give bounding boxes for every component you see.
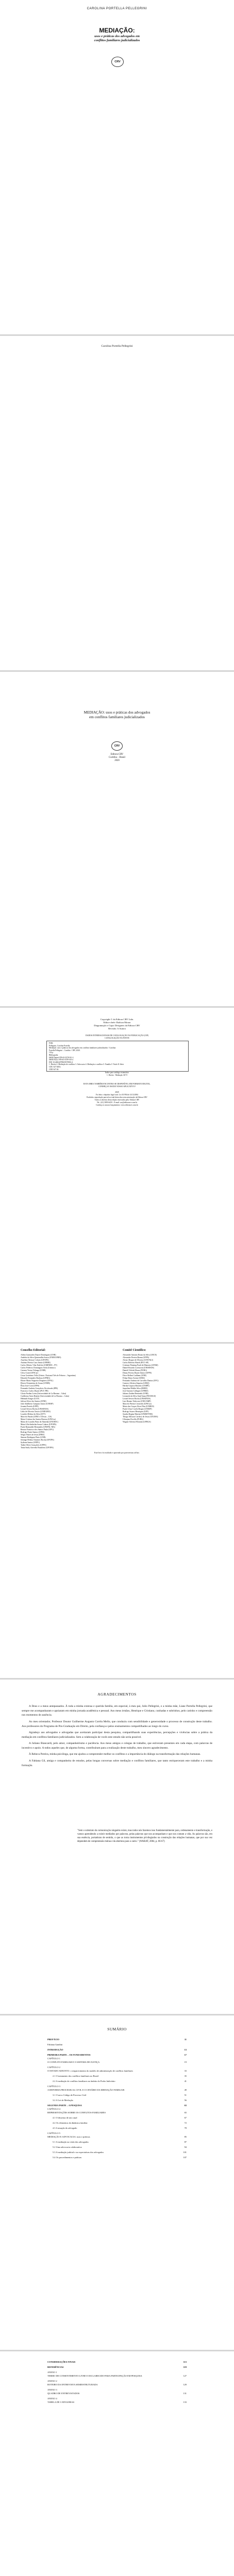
ack-heading: AGRADECIMENTOS	[97, 1692, 137, 1697]
crv-logo: CRV	[111, 57, 124, 67]
toc-entry-title: CAPÍTULO 4	[47, 2108, 61, 2110]
council-member: Rodrigo Pratte-Santos (UFES)	[21, 1431, 45, 1433]
council-member: Simone Rodrigues Pinto (UNB)	[21, 1436, 46, 1438]
toc-entry-title: ANEXO 4	[47, 2397, 57, 2400]
edition-year: 2020	[115, 1091, 119, 1093]
toc-entry-title: QUADRO DE ENTREVISTADOS	[47, 2392, 80, 2395]
toc-entry[interactable]	[53, 2094, 187, 2097]
title-page	[0, 672, 234, 1006]
toc-entry-title: CONSIDERAÇÕES FINAIS	[47, 2361, 76, 2363]
toc-entry-title: 4.1 O dissenso de um casal	[53, 2116, 77, 2119]
toc-entry-page: 41	[184, 2080, 187, 2082]
committee-member: Alexandre Antonio Bruno da Silva (UECE)	[123, 1354, 157, 1356]
committee-member: Felipe Dutra Asensi (UERJ)	[123, 1377, 145, 1379]
toc-entry[interactable]	[53, 2116, 187, 2120]
toc-entry-title: CAPÍTULO 5	[47, 2132, 61, 2134]
council-member: Solange Helena Ximenes-Rocha (UFOPA)	[21, 1439, 54, 1441]
toc-entry[interactable]	[47, 2383, 187, 2386]
cip-line: Pellegrini, Carolina Portella.	[49, 1044, 71, 1047]
toc-entry[interactable]	[47, 2054, 187, 2057]
toc-entry[interactable]	[47, 2066, 187, 2069]
rights-notice: Todos os direitos desta edição reservados pela: Editora CRV	[94, 1099, 140, 1101]
toc-entry[interactable]	[47, 2048, 187, 2052]
toc-entry-title: PREFÁCIO	[47, 2038, 59, 2041]
epigraph: "Sem o substrato da comunicação ninguém existe, mas todos nós fazemos isso fundamentalmente para, ordenamento e transformação, e vamos aprendendo a existir mediados por palavras, pelas palavras que nos acompanham e que nos contam a vida. As palavras são, em sua essência, portadoras de sentido, o que as torna instrumentos privilegiados na construção das relações humanas, que por sua vez dependem de compreensão mútua e da abertura para o outro." (WARAT, 2004, p. 66-67)	[77, 1829, 212, 1843]
crv-logo: CRV	[111, 741, 123, 751]
toc-entry[interactable]	[53, 2146, 187, 2149]
committee-member: Rodrigo Soares Henriques (UFF)	[123, 1411, 149, 1413]
toc-entry[interactable]	[47, 2136, 187, 2139]
council-member: Josania Portela (UFPI)	[21, 1405, 39, 1408]
committee-member: Thiago Allisson Cardoso de Jesus (CEUMA)	[123, 1416, 158, 1418]
toc-entry[interactable]	[47, 2057, 187, 2060]
acknowledgments-page	[0, 1680, 234, 2014]
toc-entry-page: 131	[183, 2392, 187, 2395]
copyright-editor: Editor-chefe: Railson Moura	[103, 1021, 131, 1024]
council-member: Sérgio Nunes de Jesus (IFRO)	[21, 1434, 45, 1436]
toc-entry-page: 67	[184, 2116, 187, 2119]
toc-entry-page: 127	[183, 2375, 187, 2377]
cip-line: ISBN Físico 978-65-5578-910-4	[49, 1059, 73, 1061]
toc-entry-title: 2.2 A mediação de conflitos familiares no âmbito do Poder Judiciário	[53, 2080, 115, 2082]
council-member: Gloria Fariñas León (Universidade de La Havana – Cuba)	[21, 1393, 66, 1395]
copyright-line: Copyright © da Editora CRV Ltda.	[100, 1018, 134, 1021]
toc-entry-page: 113	[183, 2361, 187, 2363]
toc-entry-title: INTRODUÇÃO	[47, 2048, 63, 2051]
committee-member: Gustavo Silveira Siqueira (UERJ)	[123, 1382, 149, 1384]
cip-line: DOI 10.24824/978655578910.4	[49, 1061, 73, 1063]
toc-entry-title: REFERÊNCIAS	[47, 2366, 64, 2368]
toc-entry-page: 11	[184, 2038, 187, 2041]
committee-member: Sandra Regina Martini (UNIRITTER)	[123, 1413, 153, 1415]
title-page-title: MEDIAÇÃO: usos e práticas dos advogados	[83, 710, 151, 715]
committee-member: Maria das Graças Alves Dias (UNIRIO)	[123, 1405, 154, 1408]
editorial-council-list	[21, 1354, 119, 1449]
council-member: Cesar Gerónimo Tello (Univer .Nacional Três de Febrero – Argentina)	[21, 1375, 76, 1377]
council-member: Elizeu Clementino de Souza (UNEB)	[21, 1382, 50, 1384]
council-member: Eduardo Fernandes Barbosa (UFMG)	[21, 1377, 51, 1379]
council-member: Aldira Guimarães Duarte Domínguez (UNB)	[21, 1354, 56, 1356]
council-member: Carmen Tereza Velanga (UNIR)	[21, 1369, 46, 1371]
cip-line: Bibliografia	[49, 1054, 58, 1056]
toc-entry-page: 33	[184, 2070, 187, 2072]
ack-paragraph: A Fabiana Gil, amiga e companheira de estudos, pelas longas conversas sobre mediação e conflitos familiares, que tanto enriqueceram este trabalho e a minha formação.	[22, 1759, 212, 1767]
toc-entry-page: 49	[184, 2089, 187, 2091]
council-member: Fernando Antônio Gonçalves Alcoforado (IPB)	[21, 1387, 58, 1389]
toc-entry-title: CAPÍTULO 3	[47, 2085, 61, 2088]
toc-entry-title: 2.1 O tratamento dos conflitos familiares no Brasil	[53, 2075, 99, 2077]
toc-entry[interactable]	[47, 2375, 187, 2378]
toc-entry-page: 94	[184, 2146, 187, 2148]
toc-entry[interactable]	[47, 2380, 187, 2383]
publisher-city: Curitiba – Brasil	[109, 756, 125, 759]
cip-line: Mediação: usos e práticas dos advogados em conflitos familiares judicializados / Carolina	[49, 1047, 116, 1049]
toc-entry[interactable]	[47, 2070, 187, 2073]
ack-paragraph: A Deus e a meus antepassados. À toda a minha extensa e querida família, em especial, à meu pai, Julio Pellegrini, e a minha mãe, Liane Portella Pellegrini, que sempre me acompanharam e apoiaram em minha jornada acadêmica e pessoal. Aos meus irmãos, Henrique e Cristiano, cunhadas e sobrinhos, pelo carinho e compreensão nos momentos de ausência.	[22, 1705, 212, 1717]
toc-entry-title: 4.3 A atuação do advogado	[53, 2127, 77, 2129]
committee-member: Marcelo Pereira Cristóvão (UFSCar)	[123, 1403, 152, 1405]
legal-deposit: Foi feito o depósito legal conf. Lei 10.994 de 14/12/2004	[95, 1094, 139, 1096]
toc-entry-page: 17	[184, 2054, 187, 2056]
council-member: Guillermo Arias Beatón (Universidade de La Havana – Cuba)	[21, 1395, 69, 1397]
toc-entry[interactable]	[47, 2061, 187, 2064]
council-member: João Adalberto Campato Junior (UNESP)	[21, 1403, 54, 1405]
cip-line: CDD 347.04	[49, 1068, 59, 1071]
app-notice: CONHEÇA E BAIXE NOSSO APLICATIVO!	[98, 1086, 136, 1088]
ack-paragraph: A Juliano Biancardi, pelo amor, companheirismo e paciência. Aos meus amigos e colegas de trabalho, que estiveram presentes em cada etapa, com palavras de incentivo e apoio. A todos aqueles que, de alguma forma, contribuíram para a realização deste trabalho, meu sincero agradecimento.	[22, 1742, 212, 1750]
toc-entry-title: 5.1 A mediação na visão dos advogados	[53, 2141, 89, 2143]
toc-entry-title: TERMO DE CONSENTIMENTO LIVRE E ESCLARECIDO PARA PARTICIPAÇÃO EM PESQUISA	[47, 2375, 142, 2377]
toc-entry-title: SEGUNDA PARTE – A PESQUISA	[47, 2104, 82, 2107]
council-member: Leonel Severo Rocha (UNISINOS)	[21, 1408, 48, 1410]
board-heading-right: Comitê Científico:	[123, 1349, 146, 1352]
ack-paragraph: Ao meu orientador, Professor Doutor Guilherme Augusto Corrêa Mello, que conduziu com sensibilidade e generosidade o processo de construção deste trabalho. Aos professores do Programa de Pós-Graduação em Direito, pela confiança e pelos ensinamentos compartilhados ao longo do curso.	[22, 1720, 212, 1728]
toc-entry-page: 19	[184, 2061, 187, 2063]
toc-entry-page: 56	[184, 2099, 187, 2102]
cover-subtitle-2: conflitos familiares judicializados	[94, 39, 140, 42]
toc-entry-title: TABELA DE CATEGORIAS	[47, 2401, 75, 2403]
committee-member: Paulo César Corrêa Borges (UNESP)	[123, 1408, 152, 1410]
committee-member: Wagner Silveira Feloniuk (UFRGS)	[123, 1421, 151, 1423]
toc-entry-title: A REFORMA PROCESSUAL CIVIL E O CENÁRIO DA MEDIAÇÃO FAMILIAR	[47, 2089, 125, 2091]
council-member: Andréia da Silva Quintanilha Sousa (UNIR/UFRN)	[21, 1357, 61, 1359]
copyright-page	[0, 1008, 234, 1342]
cip-record	[47, 1041, 188, 1072]
toc-entry-title: 4.2 Os elementos da dinâmica familiar	[53, 2122, 88, 2124]
council-member: Sydione Santos (UEPG)	[21, 1442, 40, 1444]
toc-entry[interactable]	[47, 2401, 187, 2404]
toc-entry-page: 119	[183, 2366, 187, 2368]
council-member: Marcelo Paixão (UFRJ e UTexas – US)	[21, 1416, 52, 1418]
toc-entry-page: 133	[183, 2401, 187, 2403]
committee-member: Carlos Roberto Husek (PUC-SP)	[123, 1362, 149, 1364]
reproduction-notice: Proibida a reprodução parcial ou total desta obra sem autorização da Editora CRV	[87, 1096, 147, 1098]
toc-entry[interactable]	[53, 2156, 187, 2159]
toc-entry[interactable]	[47, 2085, 187, 2088]
catalog-line: 1. Direito - Mediação 347.9	[107, 1074, 127, 1076]
cip-line: CDU 347.9(81)	[49, 1065, 61, 1068]
toc-entry[interactable]	[53, 2122, 187, 2125]
council-member: Lourdes Helena da Silva (UFV)	[21, 1413, 46, 1415]
committee-member: Jaqueline Mielke Silva (IMED)	[123, 1387, 147, 1389]
half-title-author: Carolina Portella Pellegrini	[101, 345, 133, 348]
cover-page	[0, 0, 234, 334]
website-line: Conheça os nossos lançamentos: www.editoracrv.com.br	[96, 1104, 138, 1106]
toc-entry[interactable]	[53, 2127, 187, 2130]
ack-paragraph: À Rebeca Pereira, minha psicóloga, que me ajudou a compreender melhor os conflitos e a importância do diálogo na transformação das relações humanas.	[29, 1753, 201, 1756]
scientific-committee-list	[123, 1354, 215, 1423]
toc-entry[interactable]	[47, 2361, 187, 2364]
cip-line: 1. Direito 2. Mediação de conflitos 3. Advocacia 4. Mediação e conflitos 5. Família I. Título II. Série	[49, 1063, 124, 1066]
toc-entry-title: O ESTADO ADJUNTO: o reaparecimento do modelo de administração de conflitos familiares	[47, 2070, 133, 2072]
committee-member: Luis Renato Vedovato (UNICAMP)	[123, 1400, 151, 1402]
toc-entry[interactable]	[53, 2080, 187, 2083]
toc-entry[interactable]	[53, 2141, 187, 2144]
cip-line: ISBN Digital 978-65-5578-911-1	[49, 1056, 74, 1059]
title-page-title-2: em conflitos familiares judicializados	[89, 715, 145, 719]
toc-entry-page: 101	[183, 2151, 187, 2154]
council-member: Carlos Alberto Vilar Estêvão (UMINHO – PT)	[21, 1364, 57, 1366]
toc-entry-title: ROTEIRO DA ENTREVISTA SEMIESTRUTURADA	[47, 2383, 98, 2386]
committee-member: Danieli Veleda Moura (FURG)	[123, 1369, 147, 1371]
cip-title: DADOS INTERNACIONAIS DE CATALOGAÇÃO NA PUBLICAÇÃO (CIP)	[85, 1035, 149, 1037]
toc-entry-title: 5.3 A mediação judicial e as expectativas dos advogados	[53, 2151, 104, 2154]
toc-entry-title: MEDIAÇÃO E ADVOCACIA: usos e práticas	[47, 2136, 90, 2138]
toc-entry[interactable]	[47, 2104, 187, 2107]
toc-entry-page: 35	[184, 2075, 187, 2077]
committee-member: José Antonio Callegari (UFRRJ)	[123, 1390, 148, 1392]
board-heading-left: Conselho Editorial:	[21, 1349, 46, 1352]
council-member: Paulo Romualdo Hernandes (UNIFAL-MG)	[21, 1426, 56, 1428]
copyright-design: Diagramação e Capa: Designers da Editora CRV	[94, 1024, 140, 1027]
committee-member: Daniel Ricardo Lorenzoni (UNISINOS)	[123, 1367, 154, 1369]
toc-entry-page: 65	[184, 2111, 187, 2114]
toc-entry[interactable]	[47, 2089, 187, 2092]
publisher-year: 2020	[114, 759, 120, 762]
council-member: Elione Maria Nogueira Diogenes (UFAL)	[21, 1380, 54, 1382]
committee-member: Leonel Severo Rocha (UNISINOS)	[123, 1398, 151, 1400]
toc-entry-title: 3.2 A Lei de Mediação	[53, 2099, 73, 2102]
toc-entry[interactable]	[47, 2043, 187, 2046]
committee-member: Cristiane Penning Pauli de Menezes (UFSM)	[123, 1364, 158, 1366]
ack-paragraph: Agradeço aos advogados e advogadas que aceitaram participar desta pesquisa, compartilhando suas experiências, percepções e vivências sobre a prática da mediação em conflitos familiares judicializados. Sem a colaboração de vocês este estudo não seria possível.	[22, 1731, 212, 1739]
cip-line: Portella Pellegrini – Curitiba : CRV, 2020.	[49, 1049, 80, 1052]
council-member: Maria de Lourdes Pinto de Almeida (UNOESC)	[21, 1421, 58, 1423]
catalog-index	[0, 1072, 234, 1076]
council-member: Élsio José Corá (UFFS)	[21, 1385, 40, 1387]
publisher-name: Editora CRV	[110, 753, 124, 756]
toc-entry-title: CAPÍTULO 1	[47, 2057, 61, 2060]
toc-entry-title: ANEXO 3	[47, 2388, 57, 2391]
table-of-contents-continued	[0, 2361, 234, 2515]
cover-title: MEDIAÇÃO:	[99, 27, 135, 34]
toc-entry[interactable]	[47, 2132, 187, 2135]
cip-subtitle: CATALOGAÇÃO NA FONTE	[105, 1037, 129, 1039]
council-member: Francisco Carlos Duarte (PUC-PR)	[21, 1390, 48, 1392]
toc-entry-title: REPRESENTAÇÕES SOBRE OS CONFLITOS FAMILIARES	[47, 2111, 106, 2114]
cip-line: 134 p.	[49, 1052, 54, 1054]
toc-entry-title: 3.1 O novo Código de Processo Civil	[53, 2094, 87, 2096]
toc-entry-title: Fabiana Gandini	[47, 2043, 63, 2046]
council-member: Jailson Alves dos Santos (UFRJ)	[21, 1400, 46, 1402]
council-member: Helmuth Krüger (UCP)	[21, 1398, 39, 1400]
toc-entry[interactable]	[53, 2151, 187, 2154]
toc-entry[interactable]	[47, 2038, 187, 2041]
council-member: Renato Francisco dos Santos Paula (UFG)	[21, 1429, 54, 1431]
toc-entry[interactable]	[47, 2397, 187, 2400]
toc-entry-title: PRIMEIRA PARTE – OS FUNDAMENTOS	[47, 2054, 91, 2056]
committee-member: Alexandre Pereira Bonna (UFPA)	[123, 1357, 149, 1359]
committee-member: Leonardo da Silva Sant'Anna (FIOCRUZ)	[123, 1395, 156, 1397]
toc-entry-page: 85	[184, 2136, 187, 2138]
council-member: Anselmo Alencar Colares (UFOPA)	[21, 1359, 49, 1361]
toc-entry-page: 87	[184, 2141, 187, 2143]
committee-member: Juliano Zaiden Benvindo (UNB)	[123, 1393, 148, 1395]
summary-continued-page	[0, 2351, 234, 2576]
toc-entry-title: 5.2 Uma advocacia colaborativa	[53, 2146, 82, 2148]
cip-box	[46, 1041, 189, 1072]
committee-member: Alvaro Borges de Oliveira (UNIVALI)	[123, 1359, 153, 1361]
toc-entry[interactable]	[47, 2371, 187, 2374]
toc-entry[interactable]	[47, 2108, 187, 2111]
cover-subtitle-1: usos e práticas dos advogados em	[94, 35, 140, 38]
committee-member: Dimas Pereira Duarte Júnior (UFPE)	[123, 1372, 152, 1374]
catalog-line: Índice para catálogo sistemático	[105, 1072, 129, 1074]
toc-entry-page: 13	[184, 2048, 187, 2051]
toc-entry-page: 63	[184, 2104, 187, 2107]
toc-entry-title: ANEXO 1	[47, 2371, 57, 2374]
digital-notice: ESTA OBRA TAMBÉM ENCONTRA-SE DISPONÍVEL EM FORMATO DIGITAL.	[83, 1083, 151, 1085]
council-member: Maria Lília Imbiriba Sousa Colares (UFOPA)	[21, 1423, 57, 1426]
toc-entry-title: 5.4 Os procedimentos e práticas	[53, 2156, 82, 2159]
toc-entry-title: O CONFLITO FAMILIAR E O SISTEMA DE JUSTIÇA	[47, 2061, 100, 2063]
contact-line: Tel.: (41) 3039-6418 – E-mail: sac@editoracrv.com.br	[96, 1101, 138, 1104]
toc-entry-page: 78	[184, 2127, 187, 2129]
committee-member: Dirce Bellezi Guilhem (UNB)	[123, 1375, 146, 1377]
committee-member: Ubirajara Fiorillo (FURG)	[123, 1418, 144, 1420]
toc-entry-page: 72	[184, 2122, 187, 2124]
cover-author: CAROLINA PORTELLA PELLEGRINI	[87, 7, 147, 10]
committee-member: Hertha Urquiza Baracho (UNIPÊ)	[123, 1385, 149, 1387]
table-of-contents	[0, 2038, 234, 2347]
toc-entry[interactable]	[47, 2366, 187, 2369]
council-member: Tania Suely Azevedo Brasileiro (UFOPA)	[21, 1447, 54, 1449]
review-notice: Este livro foi avaliado e aprovado por pareceristas ad hoc.	[94, 1452, 140, 1454]
summary-page	[0, 2015, 234, 2350]
copyright-review: Revisão: A Autora	[108, 1027, 126, 1030]
council-member: Celso Conti (UFSCar)	[21, 1372, 38, 1374]
council-member: Antônio Pereira Gaio Júnior (UFRRJ)	[21, 1362, 51, 1364]
toc-entry-page: 51	[184, 2094, 187, 2096]
committee-member: Fernando Antônio de Carvalho Dantas (UFG)	[123, 1380, 159, 1382]
toc-entry[interactable]	[47, 2111, 187, 2114]
council-member: Maria Cristina dos Santos Bezerra (UFSCar)	[21, 1418, 56, 1420]
toc-entry-page: 129	[183, 2383, 187, 2386]
editorial-board-page	[0, 1344, 234, 1678]
toc-entry[interactable]	[47, 2392, 187, 2395]
toc-entry-title: ANEXO 2	[47, 2380, 57, 2382]
council-member: Carlos Federico Dominguez Avila (Unieuro)	[21, 1367, 56, 1369]
toc-entry[interactable]	[47, 2388, 187, 2392]
summary-heading: SUMÁRIO	[107, 2027, 127, 2031]
council-member: Lídia de Oliveira Xavier (UNIEURO)	[21, 1411, 51, 1413]
toc-entry-title: CAPÍTULO 2	[47, 2066, 61, 2069]
toc-entry[interactable]	[53, 2075, 187, 2078]
council-member: Tadeu Oliver Gonçalves (UFPA)	[21, 1444, 46, 1446]
toc-entry-page: 107	[183, 2156, 187, 2159]
cip-line: P386	[49, 1042, 53, 1044]
toc-entry[interactable]	[53, 2099, 187, 2102]
half-title-page	[0, 336, 234, 670]
